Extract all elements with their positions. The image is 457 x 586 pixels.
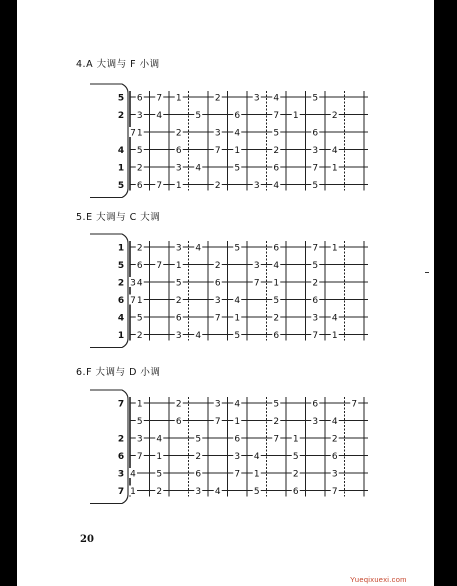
note-label: 7 [312,243,319,254]
note-label: 6 [331,452,338,462]
note-label: 6 [312,128,319,139]
note-label: 5 [253,487,260,497]
open-string-label: 3 [117,469,125,480]
note-label: 7 [351,399,358,410]
note-label: 2 [136,163,143,174]
note-label: 3 [195,487,202,497]
note-label: 5 [312,261,319,271]
note-label: 3 [130,278,136,289]
note-label: 6 [292,487,299,497]
note-label: 1 [292,111,299,121]
note-label: 7 [273,434,280,445]
note-label: 3 [234,452,241,462]
note-label: 1 [175,261,182,271]
note-label: 3 [312,146,319,156]
note-label: 1 [175,93,182,104]
note-label: 6 [312,399,319,410]
note-label: 1 [136,296,143,306]
note-label: 4 [273,261,280,271]
section-title-f-major: 6.F 大调与 D 小调 [76,367,161,378]
note-label: 7 [312,163,319,174]
note-label: 6 [234,434,241,445]
note-label: 1 [234,313,241,324]
open-string-label: 2 [117,434,125,445]
note-label: 2 [273,313,280,324]
note-label: 7 [331,487,338,497]
note-label: 5 [136,417,143,427]
note-label: 7 [130,296,136,306]
note-label: 1 [130,487,136,497]
note-label: 2 [273,417,280,427]
note-label: 4 [331,313,338,324]
note-label: 4 [273,181,280,191]
open-string-label: 7 [117,399,125,410]
note-label: 1 [331,243,338,254]
note-label: 7 [136,452,143,462]
open-string-label: 1 [117,243,125,254]
note-label: 7 [273,111,280,121]
note-label: 3 [214,128,221,139]
note-label: 2 [214,93,221,104]
note-label: 5 [234,243,241,254]
open-string-label: 5 [117,93,125,104]
note-label: 2 [136,243,143,254]
note-label: 6 [136,93,143,104]
note-label: 4 [214,487,221,497]
book-page [17,0,434,586]
open-string-label: 1 [117,163,125,174]
open-string-label: 1 [117,331,125,341]
note-label: 2 [312,278,319,289]
open-string-label: 5 [117,261,125,271]
note-label: 5 [273,399,280,410]
note-label: 2 [195,452,202,462]
note-label: 6 [234,111,241,121]
note-label: 2 [175,128,182,139]
note-label: 6 [175,417,182,427]
note-label: 6 [175,146,182,156]
note-label: 3 [253,261,260,271]
watermark: Yueqixuexi.com [350,575,407,584]
open-string-label: 6 [117,452,125,462]
note-label: 7 [156,261,163,271]
note-label: 3 [214,296,221,306]
open-string-label: 4 [117,146,125,156]
note-label: 4 [130,469,136,480]
note-label: 5 [234,331,241,341]
page-number: 20 [80,534,94,545]
note-label: 7 [156,181,163,191]
note-label: 1 [234,146,241,156]
note-label: 2 [214,261,221,271]
open-string-label: 7 [117,487,125,497]
note-label: 4 [331,417,338,427]
open-string-label: 5 [117,181,125,191]
note-label: 3 [214,399,221,410]
note-label: 5 [156,469,163,480]
section-title-a-major: 4.A 大调与 F 小调 [76,59,160,70]
note-label: 1 [136,399,143,410]
open-string-label: 4 [117,313,125,324]
note-label: 6 [273,243,280,254]
note-label: 4 [273,93,280,104]
note-label: 6 [273,163,280,174]
note-label: 2 [156,487,163,497]
open-string-label: 2 [117,278,125,289]
note-label: 6 [273,331,280,341]
open-string-label: 2 [117,111,125,121]
note-label: 3 [136,434,143,445]
fretboard-3 [90,390,368,504]
note-label: 4 [195,163,202,174]
note-label: 2 [292,469,299,480]
note-label: 7 [312,331,319,341]
note-label: 3 [175,243,182,254]
note-label: 3 [136,111,143,121]
note-label: 1 [234,417,241,427]
scan-edge [434,0,457,586]
note-label: 4 [156,111,163,121]
note-label: 5 [234,163,241,174]
note-label: 1 [273,278,280,289]
section-title-e-major: 5.E 大调与 C 大调 [76,212,161,223]
note-label: 6 [136,181,143,191]
note-label: 1 [331,331,338,341]
note-label: 5 [312,93,319,104]
note-label: 7 [156,93,163,104]
note-label: 4 [253,452,260,462]
note-label: 7 [214,417,221,427]
note-label: 1 [156,452,163,462]
note-label: 4 [234,128,241,139]
fretboard-1 [90,84,368,198]
note-label: 4 [234,296,241,306]
note-label: 5 [136,313,143,324]
note-label: 3 [175,331,182,341]
note-label: 7 [253,278,260,289]
note-label: 7 [214,313,221,324]
note-label: 5 [175,278,182,289]
note-label: 1 [253,469,260,480]
note-label: 2 [214,181,221,191]
fretboard-diagrams [17,0,434,586]
note-label: 2 [273,146,280,156]
note-label: 6 [175,313,182,324]
note-label: 7 [130,128,136,139]
note-label: 3 [312,417,319,427]
note-label: 6 [195,469,202,480]
note-label: 5 [195,434,202,445]
note-label: 5 [273,128,280,139]
margin-mark [425,272,429,273]
note-label: 6 [312,296,319,306]
note-label: 4 [195,243,202,254]
note-label: 3 [175,163,182,174]
note-label: 1 [175,181,182,191]
note-label: 2 [331,434,338,445]
note-label: 6 [136,261,143,271]
note-label: 1 [331,163,338,174]
note-label: 2 [175,296,182,306]
note-label: 1 [292,434,299,445]
note-label: 1 [136,128,143,139]
open-string-label: 6 [117,296,125,306]
note-label: 3 [331,469,338,480]
note-label: 7 [214,146,221,156]
note-label: 4 [195,331,202,341]
note-label: 4 [234,399,241,410]
fretboard-2 [90,234,368,348]
note-label: 3 [253,181,260,191]
note-label: 2 [136,331,143,341]
note-label: 5 [312,181,319,191]
note-label: 2 [175,399,182,410]
note-label: 4 [156,434,163,445]
note-label: 2 [331,111,338,121]
note-label: 7 [234,469,241,480]
note-label: 6 [214,278,221,289]
note-label: 4 [331,146,338,156]
note-label: 5 [195,111,202,121]
note-label: 5 [273,296,280,306]
note-label: 3 [253,93,260,104]
note-label: 3 [312,313,319,324]
note-label: 4 [136,278,143,289]
note-label: 5 [292,452,299,462]
note-label: 5 [136,146,143,156]
